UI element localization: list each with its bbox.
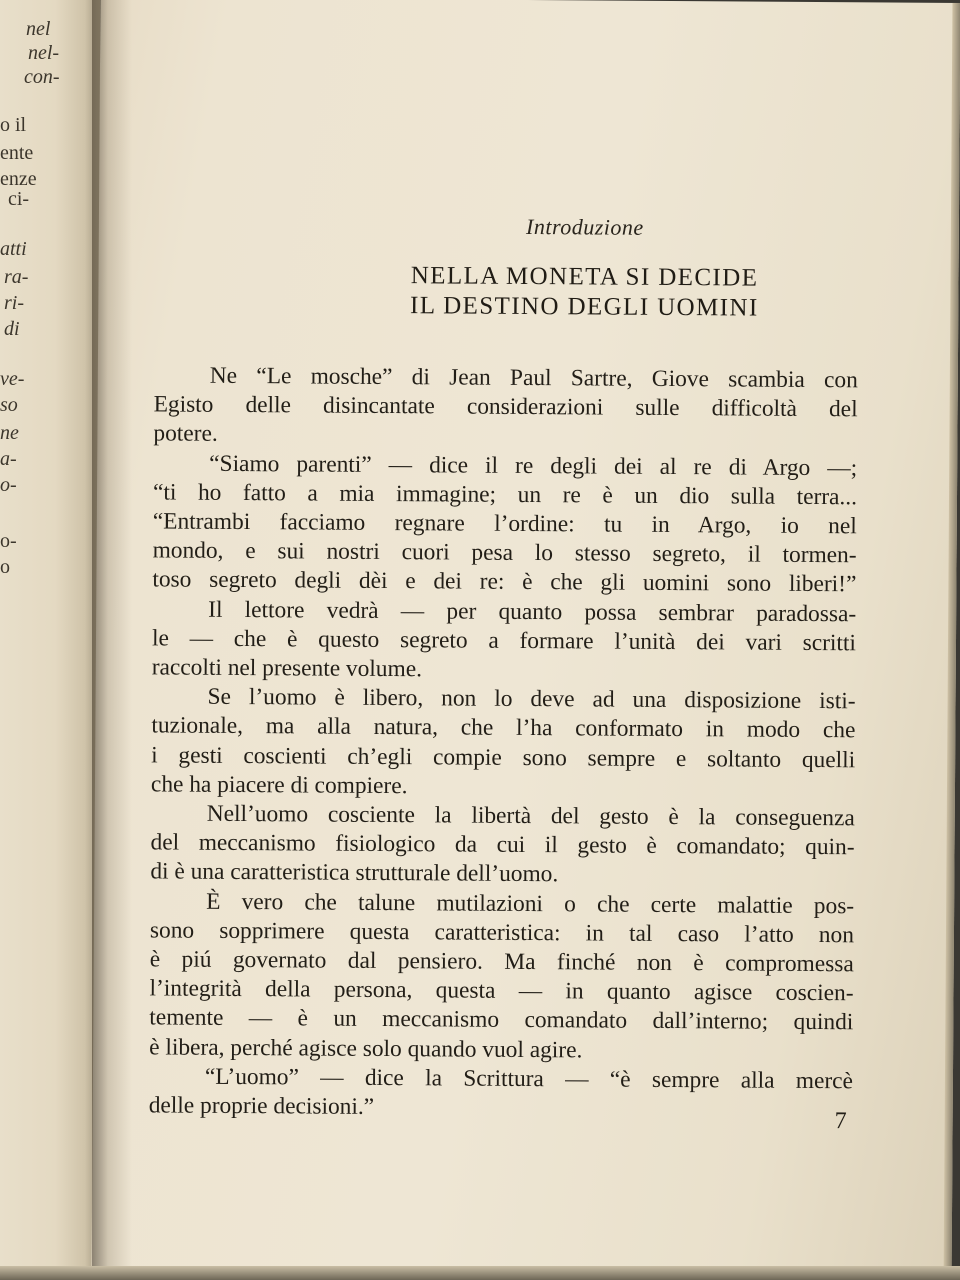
- body-text: [149, 361, 858, 1125]
- section-label: Introduzione: [525, 213, 644, 240]
- left-page-fragment: di: [4, 318, 20, 340]
- text-line: Egisto delle disincantate considerazioni sulle difficoltà del: [153, 391, 858, 423]
- text-line: “Siamo parenti” — dice il re degli dei al re di Argo —;: [209, 450, 858, 481]
- left-page-fragment: ne: [0, 422, 19, 444]
- text-line: Se l’uomo è libero, non lo deve ad una disposizione isti-: [207, 684, 856, 715]
- text-line: toso segreto degli dèi e dei re: è che gli uomini sono liberi!”: [152, 566, 857, 598]
- left-page-fragment: ente: [0, 142, 34, 164]
- text-line: mondo, e sui nostri cuori pesa lo stesso segreto, il tormen-: [152, 537, 857, 569]
- text-line: sono sopprimere questa caratteristica: in tal caso l’atto non: [149, 917, 855, 949]
- text-line: è piú governato dal pensiero. Ma finché non è compromessa: [149, 946, 854, 978]
- left-facing-page: [0, 0, 100, 1280]
- left-page-fragment: so: [0, 394, 18, 416]
- left-page-fragment: enze: [0, 168, 37, 190]
- chapter-title-line: NELLA MONETA SI DECIDE: [410, 262, 759, 292]
- right-page: [92, 0, 960, 1280]
- left-page-fragment: atti: [0, 238, 27, 260]
- text-line: le — che è questo segreto a formare l’unità dei vari scritti: [151, 625, 857, 657]
- text-line: i gesti coscienti ch’egli compie sono sempre e soltanto quelli: [151, 742, 856, 773]
- text-line: “L’uomo” — dice la Scrittura — “è sempre alla mercè: [204, 1063, 854, 1095]
- chapter-title-line: IL DESTINO DEGLI UOMINI: [409, 292, 759, 322]
- left-page-fragment: nel: [26, 18, 51, 40]
- text-line: delle proprie decisioni.”: [148, 1092, 375, 1121]
- text-line: Nell’uomo cosciente la libertà del gesto è la conseguenza: [206, 800, 855, 832]
- text-line: “ti ho fatto a mia immagine; un re è un dio sulla terra...: [152, 479, 858, 511]
- left-page-fragment: o-: [0, 530, 17, 552]
- left-page-fragment: nel-: [28, 42, 60, 64]
- left-page-fragment: ra-: [4, 266, 29, 288]
- text-line: è libera, perché agisce solo quando vuol agire.: [149, 1034, 583, 1064]
- page-edge: [944, 3, 960, 1280]
- text-line: di è una caratteristica strutturale dell’uomo.: [150, 858, 559, 888]
- text-line: È vero che talune mutilazioni o che certe malattie pos-: [206, 888, 855, 919]
- text-line: che ha piacere di compiere.: [150, 771, 408, 800]
- chapter-title: [98, 259, 958, 325]
- text-line: Ne “Le mosche” di Jean Paul Sartre, Giove scambia con: [209, 362, 858, 394]
- text-line: tuzionale, ma alla natura, che l’ha conformato in modo che: [151, 712, 856, 744]
- text-line: temente — è un meccanismo comandato dall’interno; quindi: [149, 1004, 854, 1036]
- text-line: del meccanismo fisiologico da cui il gesto è comandato; quin-: [150, 829, 855, 861]
- text-line: l’integrità della persona, questa — in quanto agisce coscien-: [149, 975, 854, 1007]
- book-gutter-shadow: [92, 0, 132, 1280]
- left-page-fragment: con-: [24, 66, 60, 88]
- page-bottom-edge: [0, 1266, 960, 1280]
- text-line: “Entrambi facciamo regnare l’ordine: tu in Argo, io nel: [152, 508, 857, 540]
- left-page-fragment: o il: [0, 114, 27, 136]
- left-page-fragment: o: [0, 556, 10, 578]
- left-page-fragment: ri-: [4, 292, 24, 314]
- left-page-fragment: ci-: [8, 188, 30, 210]
- left-page-fragment: ve-: [0, 368, 25, 390]
- text-line: raccolti nel presente volume.: [151, 654, 423, 683]
- text-line: Il lettore vedrà — per quanto possa sembrar paradossa-: [208, 596, 857, 627]
- left-page-fragment: o-: [0, 474, 17, 496]
- left-page-fragment: a-: [0, 448, 17, 470]
- text-line: potere.: [153, 420, 218, 448]
- page-number: 7: [834, 1108, 847, 1135]
